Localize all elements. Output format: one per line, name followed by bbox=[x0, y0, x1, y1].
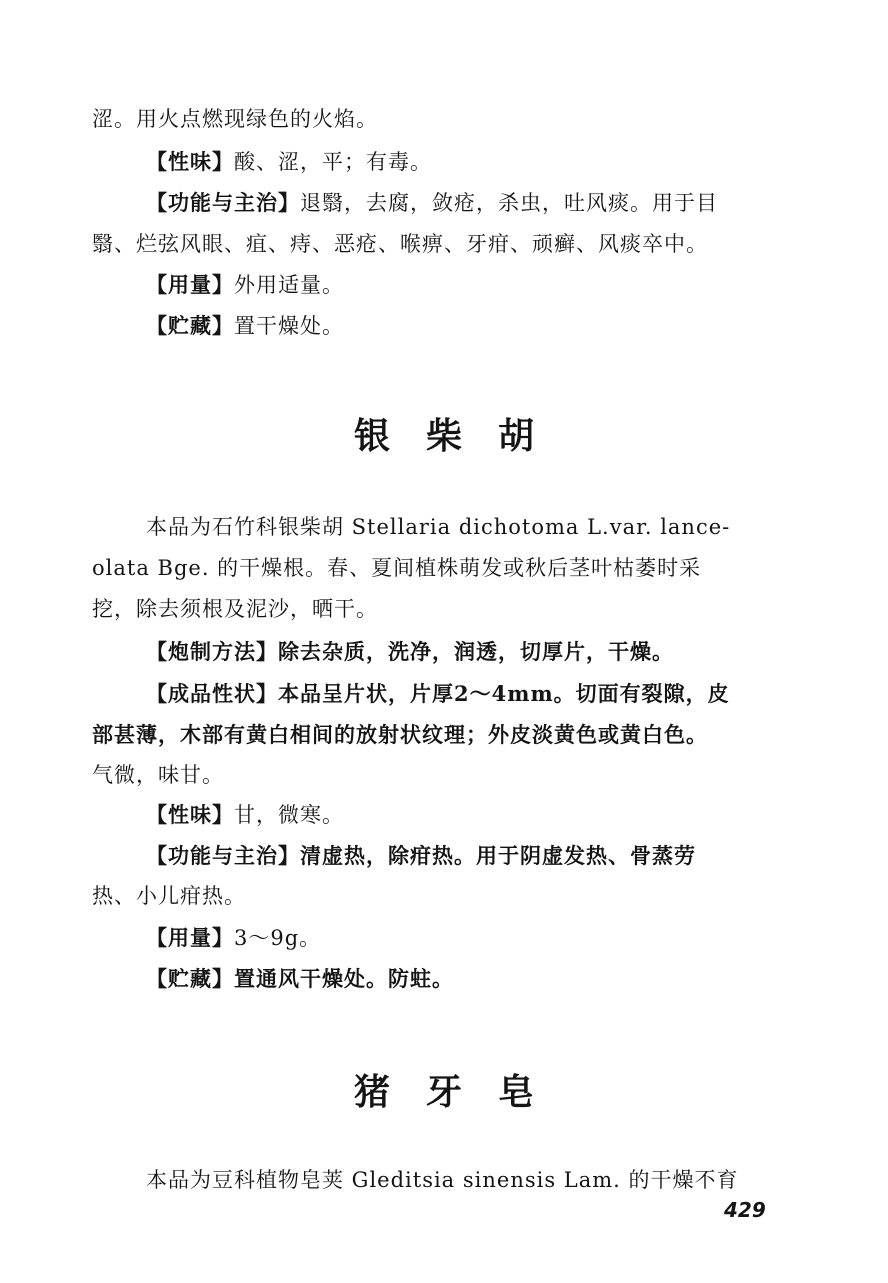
section-label: 【贮藏】 bbox=[146, 313, 234, 338]
yongliang-entry bbox=[146, 270, 792, 300]
section-text: 酸、涩，平；有毒。 bbox=[234, 150, 432, 174]
section-label: 【功能与主治】 bbox=[146, 190, 300, 215]
body-text-line: olata Bge. 的干燥根。春、夏间植株萌发或秋后茎叶枯萎时采 bbox=[92, 556, 702, 580]
section-text: 清虚热，除疳热。用于阴虚发热、骨蒸劳 bbox=[300, 843, 696, 868]
body-text-line: 本品为石竹科银柴胡 Stellaria dichotoma L.var. lance- bbox=[146, 515, 731, 539]
gongneng-entry bbox=[146, 841, 792, 871]
section-label: 【用量】 bbox=[146, 272, 234, 297]
paozhi-entry bbox=[146, 637, 792, 667]
section-text: 外用适量。 bbox=[234, 273, 344, 297]
xingwei-entry bbox=[146, 800, 792, 830]
monograph-title: 猪牙皂 bbox=[353, 1071, 570, 1113]
section-label: 【功能与主治】 bbox=[146, 843, 300, 868]
yongliang-entry bbox=[146, 923, 792, 953]
monograph-title: 银柴胡 bbox=[353, 415, 570, 457]
gongneng-entry bbox=[146, 188, 792, 218]
section-text: 本品呈片状，片厚2～4mm。切面有裂隙，皮 bbox=[278, 681, 730, 706]
body-text-line: 本品为豆科植物皂荚 Gleditsia sinensis Lam. 的干燥不育 bbox=[146, 1168, 739, 1192]
body-text-line: 部甚薄，木部有黄白相间的放射状纹理；外皮淡黄色或黄白色。 bbox=[92, 722, 708, 747]
xingzhuang-entry bbox=[146, 679, 792, 709]
section-text: 甘，微寒。 bbox=[234, 803, 344, 827]
section-label: 【贮藏】 bbox=[146, 966, 234, 991]
body-text-line: 热、小儿疳热。 bbox=[92, 884, 246, 908]
body-text-line: 气微，味甘。 bbox=[92, 763, 224, 787]
xingwei-entry bbox=[146, 147, 792, 177]
zhucang-entry bbox=[146, 964, 792, 994]
page-number: 429 bbox=[724, 1198, 766, 1222]
section-label: 【性味】 bbox=[146, 802, 234, 827]
section-text: 退翳，去腐，敛疮，杀虫，吐风痰。用于目 bbox=[300, 191, 718, 215]
section-label: 【成品性状】 bbox=[146, 681, 278, 706]
body-text-line: 挖，除去须根及泥沙，晒干。 bbox=[92, 597, 378, 621]
section-text: 3～9g。 bbox=[234, 926, 322, 950]
section-text: 置通风干燥处。防蛀。 bbox=[234, 966, 454, 991]
section-label: 【性味】 bbox=[146, 149, 234, 174]
section-label: 【用量】 bbox=[146, 925, 234, 950]
body-text-line: 翳、烂弦风眼、疽、痔、恶疮、喉痹、牙疳、顽癣、风痰卒中。 bbox=[92, 232, 708, 256]
section-text: 置干燥处。 bbox=[234, 314, 344, 338]
zhucang-entry bbox=[146, 311, 792, 341]
section-label: 【炮制方法】 bbox=[146, 639, 278, 664]
body-text-line: 涩。用火点燃现绿色的火焰。 bbox=[92, 107, 378, 131]
section-text: 除去杂质，洗净，润透，切厚片，干燥。 bbox=[278, 639, 674, 664]
